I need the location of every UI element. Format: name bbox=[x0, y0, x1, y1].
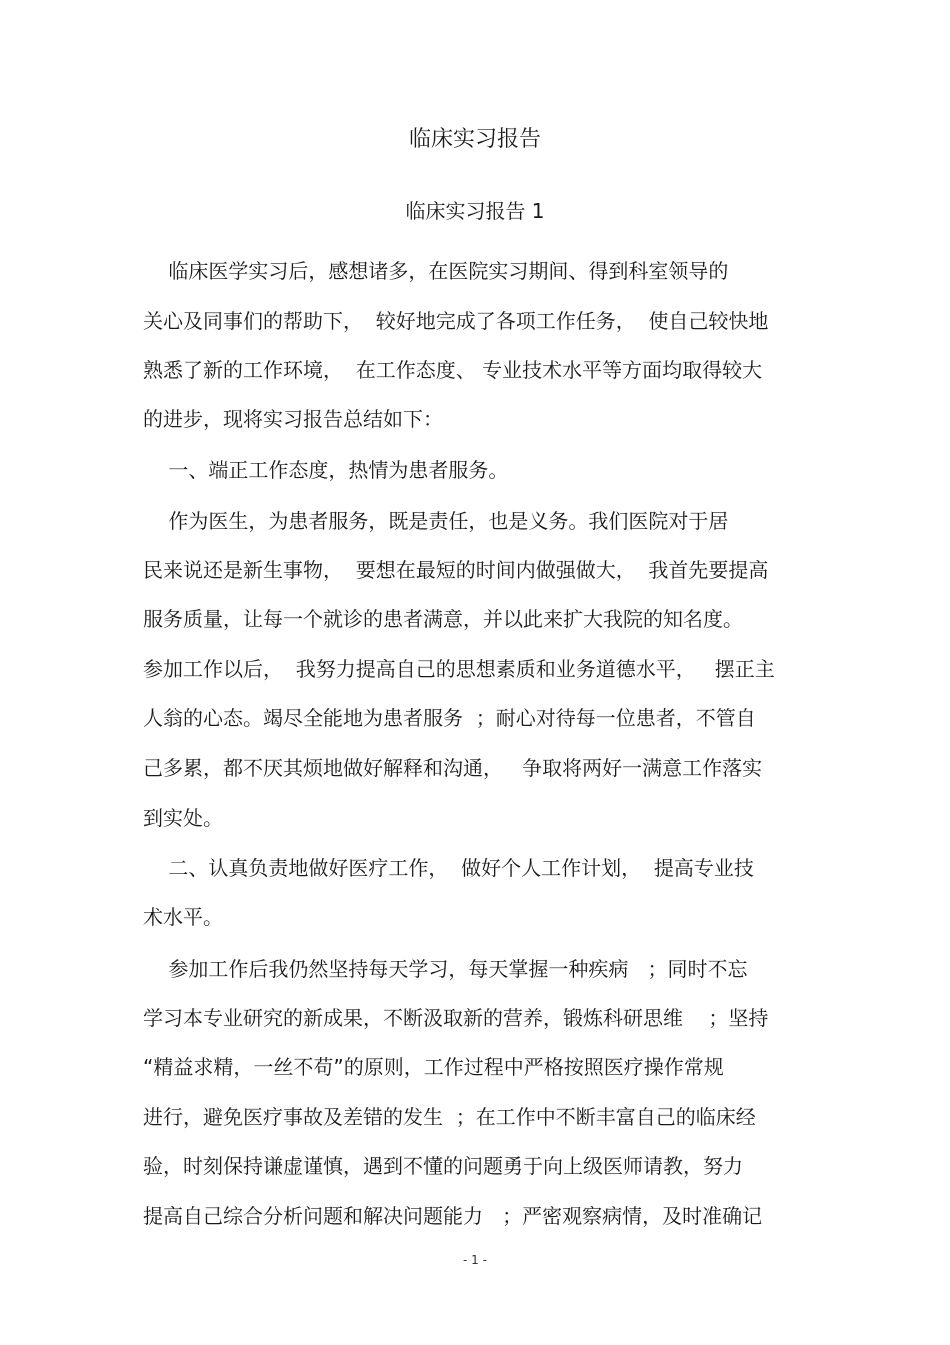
text-line: 学习本专业研究的新成果，不断汲取新的营养，锻炼科研思维 ；坚持 bbox=[143, 1006, 769, 1030]
document-title: 临床实习报告 bbox=[408, 127, 541, 152]
text-line: 术水平。 bbox=[143, 905, 223, 929]
text-line: 熟悉了新的工作环境， 在工作态度、 专业技术水平等方面均取得较大 bbox=[143, 358, 763, 382]
text-line: 的进步，现将实习报告总结如下： bbox=[143, 407, 443, 431]
page-number: - 1 - bbox=[463, 1253, 487, 1267]
text-line: 提高自己综合分析问题和解决问题能力 ；严密观察病情，及时准确记 bbox=[143, 1204, 763, 1228]
text-line: 临床医学实习后，感想诸多，在医院实习期间、得到科室领导的 bbox=[143, 259, 729, 283]
text-line: 二、认真负责地做好医疗工作， 做好个人工作计划， 提高专业技 bbox=[143, 856, 754, 880]
text-line: “精益求精，一丝不苟”的原则，工作过程中严格按照医疗操作常规 bbox=[143, 1055, 724, 1079]
text-line: 进行，避免医疗事故及差错的发生 ；在工作中不断丰富自己的临床经 bbox=[143, 1105, 756, 1129]
text-line: 己多累，都不厌其烦地做好解释和沟通， 争取将两好一满意工作落实 bbox=[143, 756, 763, 780]
text-line: 民来说还是新生事物， 要想在最短的时间内做强做大， 我首先要提高 bbox=[143, 558, 769, 582]
text-line: 验，时刻保持谦虚谨慎，遇到不懂的问题勇于向上级医师请教，努力 bbox=[143, 1154, 743, 1178]
text-line: 到实处。 bbox=[143, 806, 223, 830]
text-line: 作为医生，为患者服务，既是责任，也是义务。我们医院对于居 bbox=[143, 509, 729, 533]
text-line: 参加工作以后， 我努力提高自己的思想素质和业务道德水平， 摆正主 bbox=[143, 657, 775, 681]
document-subtitle: 临床实习报告 1 bbox=[405, 199, 545, 223]
text-line: 人翁的心态。竭尽全能地为患者服务 ；耐心对待每一位患者，不管自 bbox=[143, 706, 756, 730]
text-line: 服务质量，让每一个就诊的患者满意，并以此来扩大我院的知名度。 bbox=[143, 607, 743, 631]
text-line: 一、端正工作态度，热情为患者服务。 bbox=[143, 458, 509, 482]
text-line: 参加工作后我仍然坚持每天学习，每天掌握一种疾病 ；同时不忘 bbox=[143, 957, 748, 981]
text-line: 关心及同事们的帮助下， 较好地完成了各项工作任务， 使自己较快地 bbox=[143, 309, 769, 333]
